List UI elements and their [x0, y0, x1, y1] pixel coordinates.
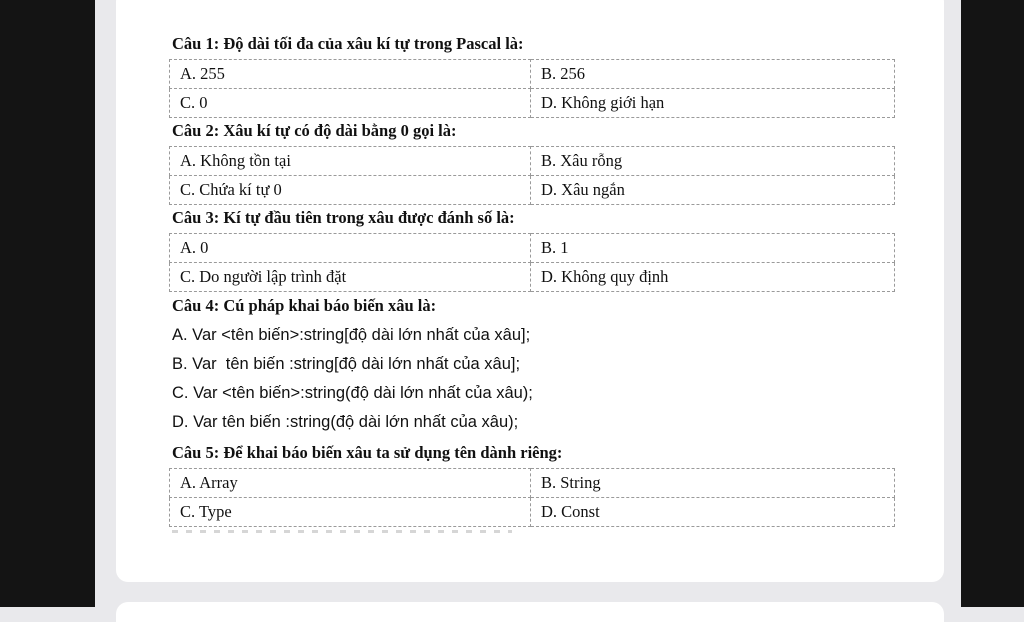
question-4-title: Câu 4: Cú pháp khai báo biến xâu là: — [172, 296, 437, 315]
question-5-options — [169, 468, 895, 527]
question-5-title: Câu 5: Để khai báo biến xâu ta sử dụng tên dành riêng: — [172, 443, 563, 462]
q4-option-a: A. Var <tên biến>:string[độ dài lớn nhất của xâu]; — [172, 326, 531, 344]
q1-option-b: B. 256 — [531, 60, 895, 89]
question-3-title: Câu 3: Kí tự đầu tiên trong xâu được đánh số là: — [172, 208, 515, 227]
question-1-title: Câu 1: Độ dài tối đa của xâu kí tự trong Pascal là: — [172, 34, 524, 53]
q2-option-c: C. Chứa kí tự 0 — [170, 176, 531, 205]
next-card — [116, 602, 944, 622]
q4-option-b: B. Var tên biến :string[độ dài lớn nhất của xâu]; — [172, 355, 521, 373]
right-dark-margin — [961, 0, 1024, 607]
q3-option-b: B. 1 — [531, 234, 895, 263]
question-3-options — [169, 233, 895, 292]
q5-option-d: D. Const — [531, 498, 895, 527]
q3-option-d: D. Không quy định — [531, 263, 895, 292]
q4-option-d: D. Var tên biến :string(độ dài lớn nhất của xâu); — [172, 413, 519, 431]
q2-option-d: D. Xâu ngắn — [531, 176, 895, 205]
question-2-options — [169, 146, 895, 205]
q1-option-d: D. Không giới hạn — [531, 89, 895, 118]
q2-option-b: B. Xâu rỗng — [531, 147, 895, 176]
q1-option-c: C. 0 — [170, 89, 531, 118]
question-1-options — [169, 59, 895, 118]
q5-option-b: B. String — [531, 469, 895, 498]
q3-option-a: A. 0 — [170, 234, 531, 263]
question-2-title: Câu 2: Xâu kí tự có độ dài bằng 0 gọi là: — [172, 121, 457, 140]
q1-option-a: A. 255 — [170, 60, 531, 89]
q5-option-c: C. Type — [170, 498, 531, 527]
q3-option-c: C. Do người lập trình đặt — [170, 263, 531, 292]
q4-option-c: C. Var <tên biến>:string(độ dài lớn nhất của xâu); — [172, 384, 533, 402]
q2-option-a: A. Không tồn tại — [170, 147, 531, 176]
q5-option-a: A. Array — [170, 469, 531, 498]
left-dark-margin — [0, 0, 95, 607]
cropped-text-line — [172, 530, 512, 533]
